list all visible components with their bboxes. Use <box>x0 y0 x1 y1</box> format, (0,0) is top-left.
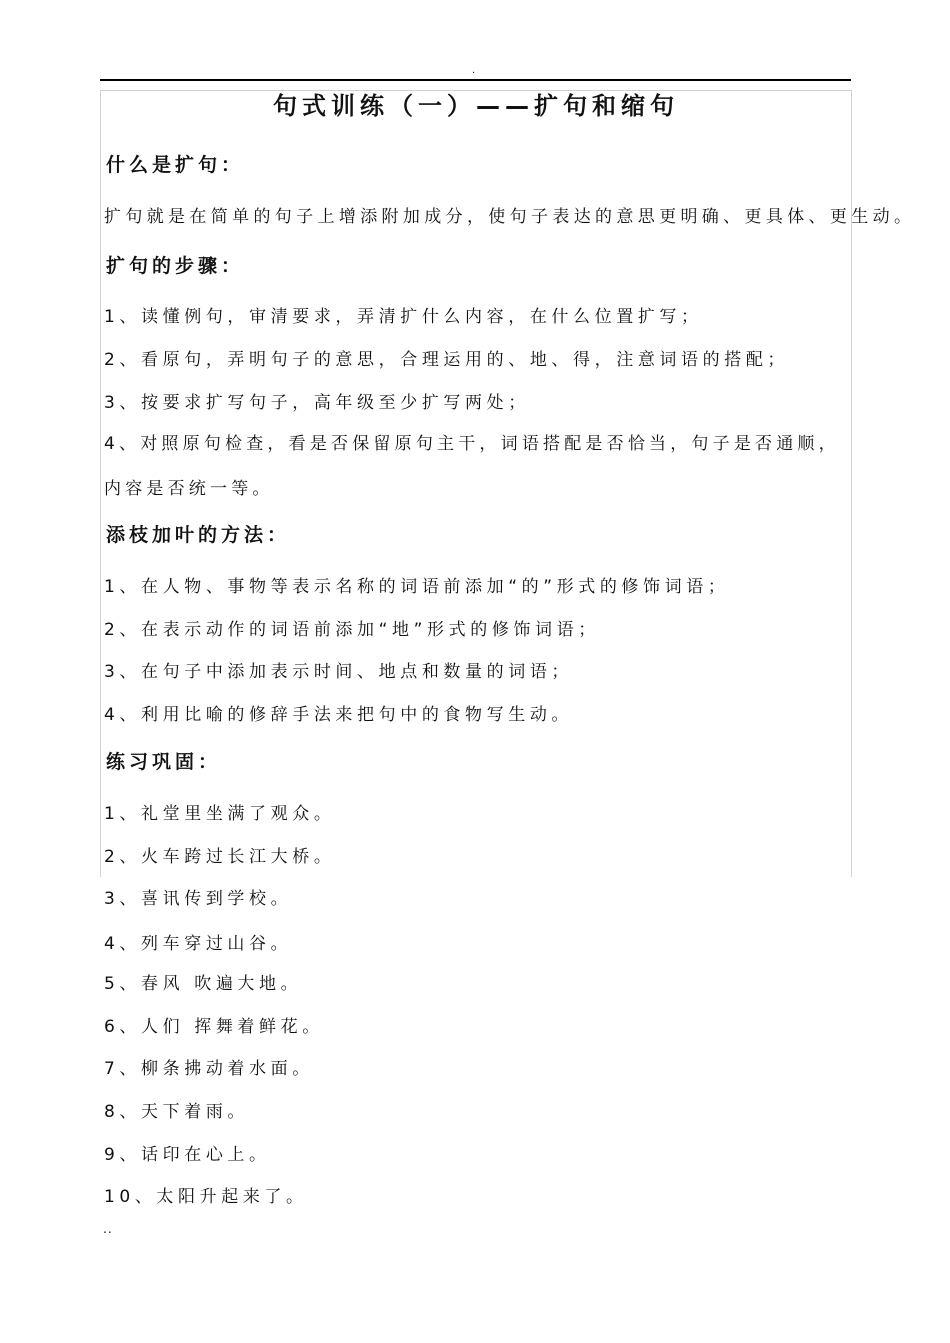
header-dot: . <box>472 65 476 76</box>
practice-item-3: 3、喜讯传到学校。 <box>104 889 293 909</box>
method-item-4: 4、利用比喻的修辞手法来把句中的食物写生动。 <box>104 705 574 725</box>
practice-item-8: 8、天下着雨。 <box>104 1102 250 1122</box>
what-is-text: 扩句就是在简单的句子上增添附加成分，使句子表达的意思更明确、更具体、更生动。 <box>104 207 916 227</box>
heading-what-is: 什么是扩句： <box>106 154 245 176</box>
step-item-2: 2、看原句，弄明句子的意思，合理运用的、地、得，注意词语的搭配； <box>104 350 790 370</box>
page-title: 句式训练（一）——扩句和缩句 <box>273 92 679 120</box>
footer-dots: .. <box>103 1222 113 1236</box>
heading-steps: 扩句的步骤： <box>106 255 245 277</box>
practice-item-4: 4、列车穿过山谷。 <box>104 934 293 954</box>
step-item-3: 3、按要求扩写句子，高年级至少扩写两处； <box>104 393 530 413</box>
practice-item-7: 7、柳条拂动着水面。 <box>104 1059 314 1079</box>
practice-item-2: 2、火车跨过长江大桥。 <box>104 847 336 867</box>
practice-item-9: 9、话印在心上。 <box>104 1145 271 1165</box>
header-rule <box>100 79 851 81</box>
method-item-3: 3、在句子中添加表示时间、地点和数量的词语； <box>104 662 574 682</box>
practice-item-10: 10、太阳升起来了。 <box>104 1187 308 1207</box>
practice-item-6: 6、人们 挥舞着鲜花。 <box>104 1017 324 1037</box>
practice-item-5: 5、春风 吹遍大地。 <box>104 974 303 994</box>
step-item-4: 4、对照原句检查，看是否保留原句主干，词语搭配是否恰当，句子是否通顺，内容是否统一等。 <box>104 434 840 499</box>
heading-methods: 添枝加叶的方法： <box>106 524 291 546</box>
practice-item-1: 1、礼堂里坐满了观众。 <box>104 804 336 824</box>
heading-practice: 练习巩固： <box>106 751 222 773</box>
method-item-1: 1、在人物、事物等表示名称的词语前添加“的”形式的修饰词语； <box>104 577 730 597</box>
method-item-2: 2、在表示动作的词语前添加“地”形式的修饰词语； <box>104 620 600 640</box>
step-item-1: 1、读懂例句，审清要求，弄清扩什么内容，在什么位置扩写； <box>104 307 703 327</box>
